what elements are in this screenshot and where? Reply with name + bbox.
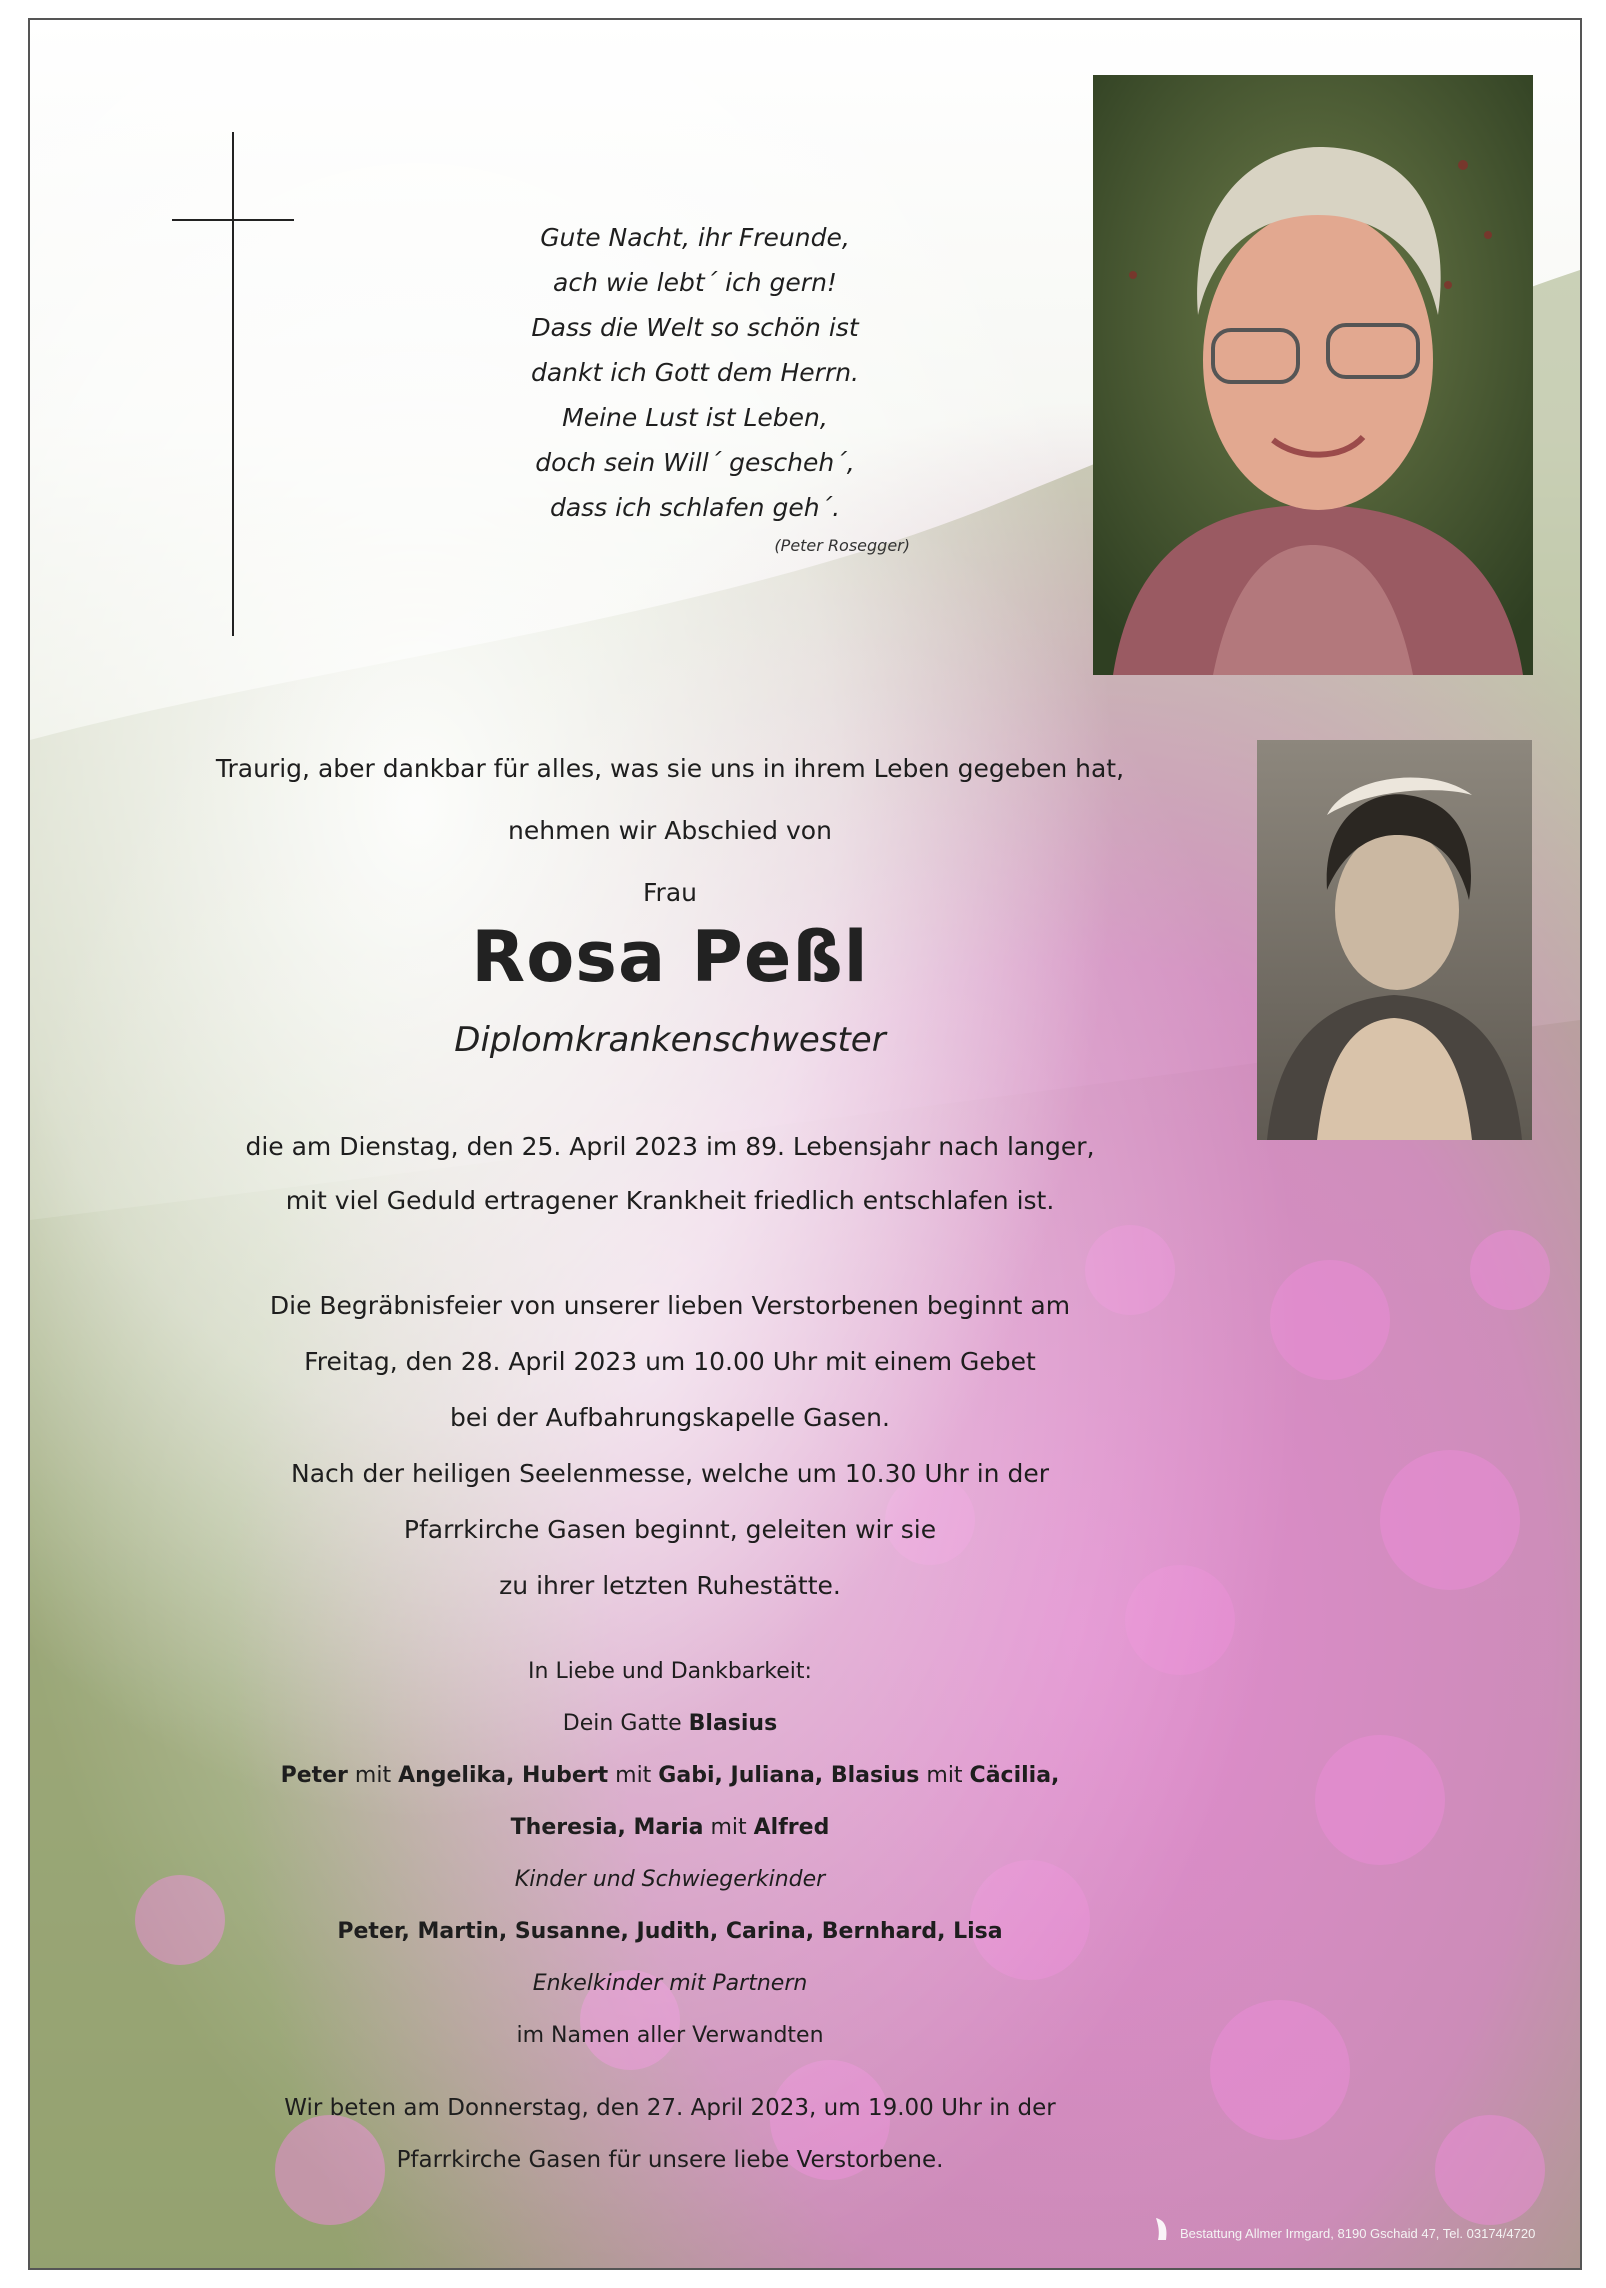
portrait-photo-young xyxy=(1257,740,1532,1140)
family-intro: In Liebe und Dankbarkeit: xyxy=(528,1659,812,1684)
intro-line: Frau xyxy=(642,878,697,907)
deceased-name: Rosa Peßl xyxy=(471,916,869,998)
child-name: Juliana, xyxy=(722,1763,824,1788)
funeral-line: Pfarrkirche Gasen beginnt, geleiten wir sie xyxy=(403,1515,937,1544)
prayer-notice xyxy=(130,2082,1210,2186)
funeral-line: Die Begräbnisfeier von unserer lieben Verstorbenen beginnt am xyxy=(269,1291,1071,1320)
poem-line: Meine Lust ist Leben, xyxy=(562,403,828,432)
death-line: die am Dienstag, den 25. April 2023 im 89. Lebensjahr nach langer, xyxy=(245,1132,1095,1161)
children-label-text: Kinder und Schwiegerkinder xyxy=(514,1867,826,1892)
spouse-name: Blasius xyxy=(688,1711,778,1736)
funeral-line: Freitag, den 28. April 2023 um 10.00 Uhr mit einem Gebet xyxy=(304,1347,1036,1376)
prayer-line: Wir beten am Donnerstag, den 27. April 2023, um 19.00 Uhr in der xyxy=(284,2095,1056,2121)
family-mourners xyxy=(130,1646,1210,2062)
poem-author: (Peter Rosegger) xyxy=(774,536,910,555)
mit-word: mit xyxy=(919,1763,970,1788)
obituary-card xyxy=(28,18,1582,2270)
portrait-photo-recent xyxy=(1093,75,1533,675)
family-children-line xyxy=(130,1750,1210,1802)
child-name: Maria xyxy=(625,1815,704,1840)
grandchildren-label xyxy=(130,1958,1210,2010)
death-line: mit viel Geduld ertragener Krankheit friedlich entschlafen ist. xyxy=(285,1186,1055,1215)
grandchildren-label-text: Enkelkinder mit Partnern xyxy=(532,1971,808,1996)
funeral-line: Nach der heiligen Seelenmesse, welche um 10.30 Uhr in der xyxy=(291,1459,1049,1488)
partner-name: Cäcilia, xyxy=(969,1763,1060,1788)
partner-name: Angelika, xyxy=(398,1763,515,1788)
poem-line: ach wie lebt´ ich gern! xyxy=(553,268,837,297)
deceased-profession: Diplomkrankenschwester xyxy=(454,1020,886,1060)
partner-name: Alfred xyxy=(753,1815,830,1840)
poem xyxy=(485,215,905,530)
grandchildren-names: Peter, Martin, Susanne, Judith, Carina, Bernhard, Lisa xyxy=(337,1919,1003,1944)
child-name: Hubert xyxy=(514,1763,609,1788)
cross-icon-vertical xyxy=(232,132,234,636)
footer-credit: Bestattung Allmer Irmgard, 8190 Gschaid 47, Tel. 03174/4720 xyxy=(1180,2226,1536,2241)
family-spouse xyxy=(130,1698,1210,1750)
poem-line: doch sein Will´ gescheh´, xyxy=(535,448,855,477)
grandchildren xyxy=(130,1906,1210,1958)
intro-text xyxy=(130,738,1210,924)
death-notice xyxy=(130,1120,1210,1228)
spouse-prefix: Dein Gatte xyxy=(562,1711,689,1736)
funeral-line: zu ihrer letzten Ruhestätte. xyxy=(499,1571,841,1600)
poem-line: dankt ich Gott dem Herrn. xyxy=(530,358,860,387)
intro-line: Traurig, aber dankbar für alles, was sie uns in ihrem Leben gegeben hat, xyxy=(215,754,1125,783)
relatives-line: im Namen aller Verwandten xyxy=(516,2023,824,2048)
child-name: Blasius xyxy=(823,1763,920,1788)
cross-icon-horizontal xyxy=(172,219,294,221)
poem-line: dass ich schlafen geh´. xyxy=(549,493,841,522)
poem-line: Gute Nacht, ihr Freunde, xyxy=(540,223,850,252)
intro-line: nehmen wir Abschied von xyxy=(508,816,832,845)
funeral-line: bei der Aufbahrungskapelle Gasen. xyxy=(450,1403,890,1432)
mit-word: mit xyxy=(347,1763,399,1788)
children-label xyxy=(130,1854,1210,1906)
funeral-details xyxy=(130,1278,1210,1614)
mit-word: mit xyxy=(703,1815,754,1840)
family-children-line xyxy=(130,1802,1210,1854)
poem-line: Dass die Welt so schön ist xyxy=(531,313,859,342)
funeral-home-logo-icon xyxy=(1152,2216,1174,2242)
child-name: Peter xyxy=(280,1763,348,1788)
partner-name: Gabi, xyxy=(658,1763,723,1788)
mit-word: mit xyxy=(608,1763,659,1788)
prayer-line: Pfarrkirche Gasen für unsere liebe Verstorbene. xyxy=(396,2147,944,2173)
child-name: Theresia, xyxy=(510,1815,626,1840)
